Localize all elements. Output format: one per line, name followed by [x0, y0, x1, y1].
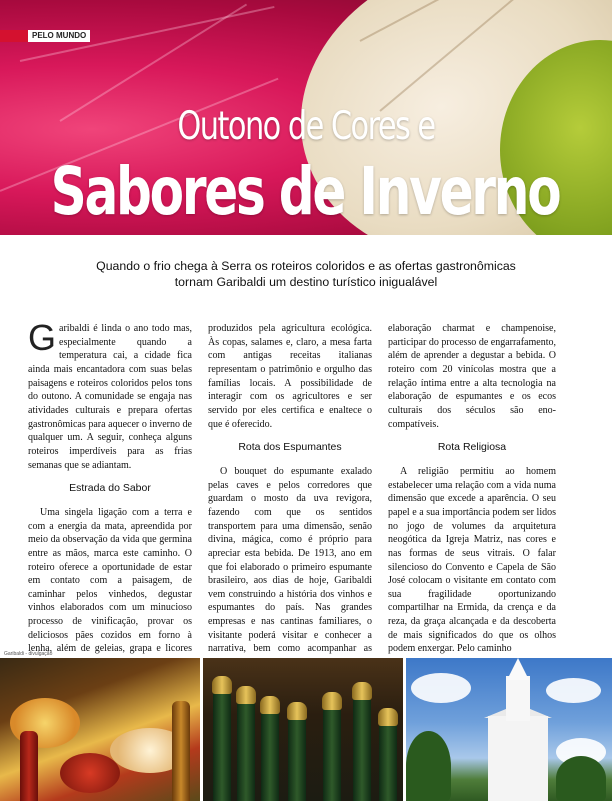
espumantes-paragraph-1: O bouquet do espumante exalado pelas caves e pelos corredores que guardam o mosto da uva revigora, fazendo com que os sentidos transportem para uma dimensão, senão divina, mágica, como é próprio para apreciar esta bebida. De 1913, ano em que foi elaborado o primeiro espumante brasileiro, aos dias de hoje, Garibaldi vem construindo a história dos vinhos e espumantes do país. Nas grandes empresas e nas cantinas familiares, o visitante poderá visitar e conhecer a narrativa, bem como acompanhar as: [208, 465, 372, 655]
food-table-photo: [0, 658, 200, 801]
title-line-2: Sabores de Inverno: [50, 153, 560, 230]
bottle: [353, 686, 371, 801]
intro-paragraph: [28, 317, 192, 472]
section-heading-estrada: Estrada do Sabor: [69, 482, 151, 495]
espumantes-paragraph-2: elaboração charmat e champenoise, participar do processo de engarrafamento, além de aprender a degustar a bebida. O roteiro com 20 vinícolas mostra que a relação íntima entre a alta tecnologia na elaboração de espumantes e os ecos culturais dos séculos são eno-compatíveis.: [388, 323, 556, 430]
church-photo: [406, 658, 612, 801]
bottle-cap: [322, 692, 342, 710]
bottle: [323, 696, 341, 801]
sparkling-wine-bottles-photo: [203, 658, 403, 801]
bottle: [237, 691, 255, 801]
section-heading-espumantes: Rota dos Espumantes: [238, 441, 342, 454]
tree: [406, 731, 451, 801]
title-line-1: Outono de Cores e: [177, 104, 435, 149]
bottle-cap: [287, 702, 307, 720]
section-tag-label: PELO MUNDO: [28, 30, 90, 42]
column-3: [388, 322, 556, 656]
cloud: [411, 673, 471, 703]
bottle-cap: [378, 708, 398, 726]
bottle: [213, 681, 231, 801]
estrada-paragraph-1: Uma singela ligação com a terra e com a energia da mata, apreendida por meio da observação da vida que germina entre as mãos, marca este caminho. O roteiro oferece a oportunidade de estar em contato com a paisagem, de caminhar pelos vinhedos, degustar vinhos elaborados com um minucioso processo de vinificação, provar os deliciosos pães cozidos em forno à lenha, além de geleias, grapa e licores: [28, 506, 192, 655]
section-heading-religiosa: Rota Religiosa: [437, 441, 507, 454]
food-platter: [60, 753, 120, 793]
intro-text: aribaldi é linda o ano todo mas, especialmente quando a temperatura cai, a cidade fica ainda mais encantadora com suas belas paisagens e roteiros coloridos pelos tons do outono. A comunidade se engaja nas atividades culturais e prepara ofertas gastronômicas para aquecer o inverno de qualquer um. A seguir, conheça alguns roteiros imperdíveis para as frias semanas que se adiantam.: [28, 323, 192, 471]
column-2: [208, 322, 372, 670]
subtitle: Quando o frio chega à Serra os roteiros coloridos e as ofertas gastronômicas tornam Garibaldi um destino turístico inigualável: [96, 259, 516, 289]
church-body: [488, 716, 548, 801]
bottle-cap: [236, 686, 256, 704]
bottle-cap: [212, 676, 232, 694]
estrada-paragraph-2: produzidos pela agricultura ecológica. Às copas, salames e, claro, a mesa farta com antigas receitas italianas representam o patrimônio e orgulho das famílias locais. A possibilidade de interagir com os agricultores e ser servido por eles certifica e enaltece o que é oferecido.: [208, 323, 372, 430]
church-spire: [507, 658, 529, 680]
religiosa-paragraph-1: A religião permitiu ao homem estabelecer uma relação com a vida numa dimensão que excede a aparência. O seu papel e a sua importância podem ser lidos no jogo de volumes da arquitetura neogótica da Igreja Matriz, nas cores e nas formas de seus vitrais. O falar silencioso do Convento e Capela de São José colocam o visitante em contato com sua fragilidade oportunizando compartilhar na Ermida, da crença e da reza, da graça alcançada e da descoberta de mais significados do que os olhos podem enxergar. Pelo caminho: [388, 465, 556, 655]
bottle-cap: [260, 696, 280, 714]
bottle: [20, 731, 38, 801]
bottle: [288, 706, 306, 801]
church-tower: [506, 676, 530, 721]
tree: [556, 756, 606, 801]
photo-credit: Garibaldi - divulgação: [4, 651, 53, 657]
column-1: [28, 317, 192, 670]
bottle: [261, 701, 279, 801]
section-tag-bar: [0, 30, 28, 42]
bottle: [172, 701, 190, 801]
cloud: [546, 678, 601, 703]
dropcap: G: [28, 317, 57, 358]
bottle-cap: [352, 682, 372, 700]
section-tag: [0, 30, 90, 42]
photo-strip: [0, 658, 612, 801]
